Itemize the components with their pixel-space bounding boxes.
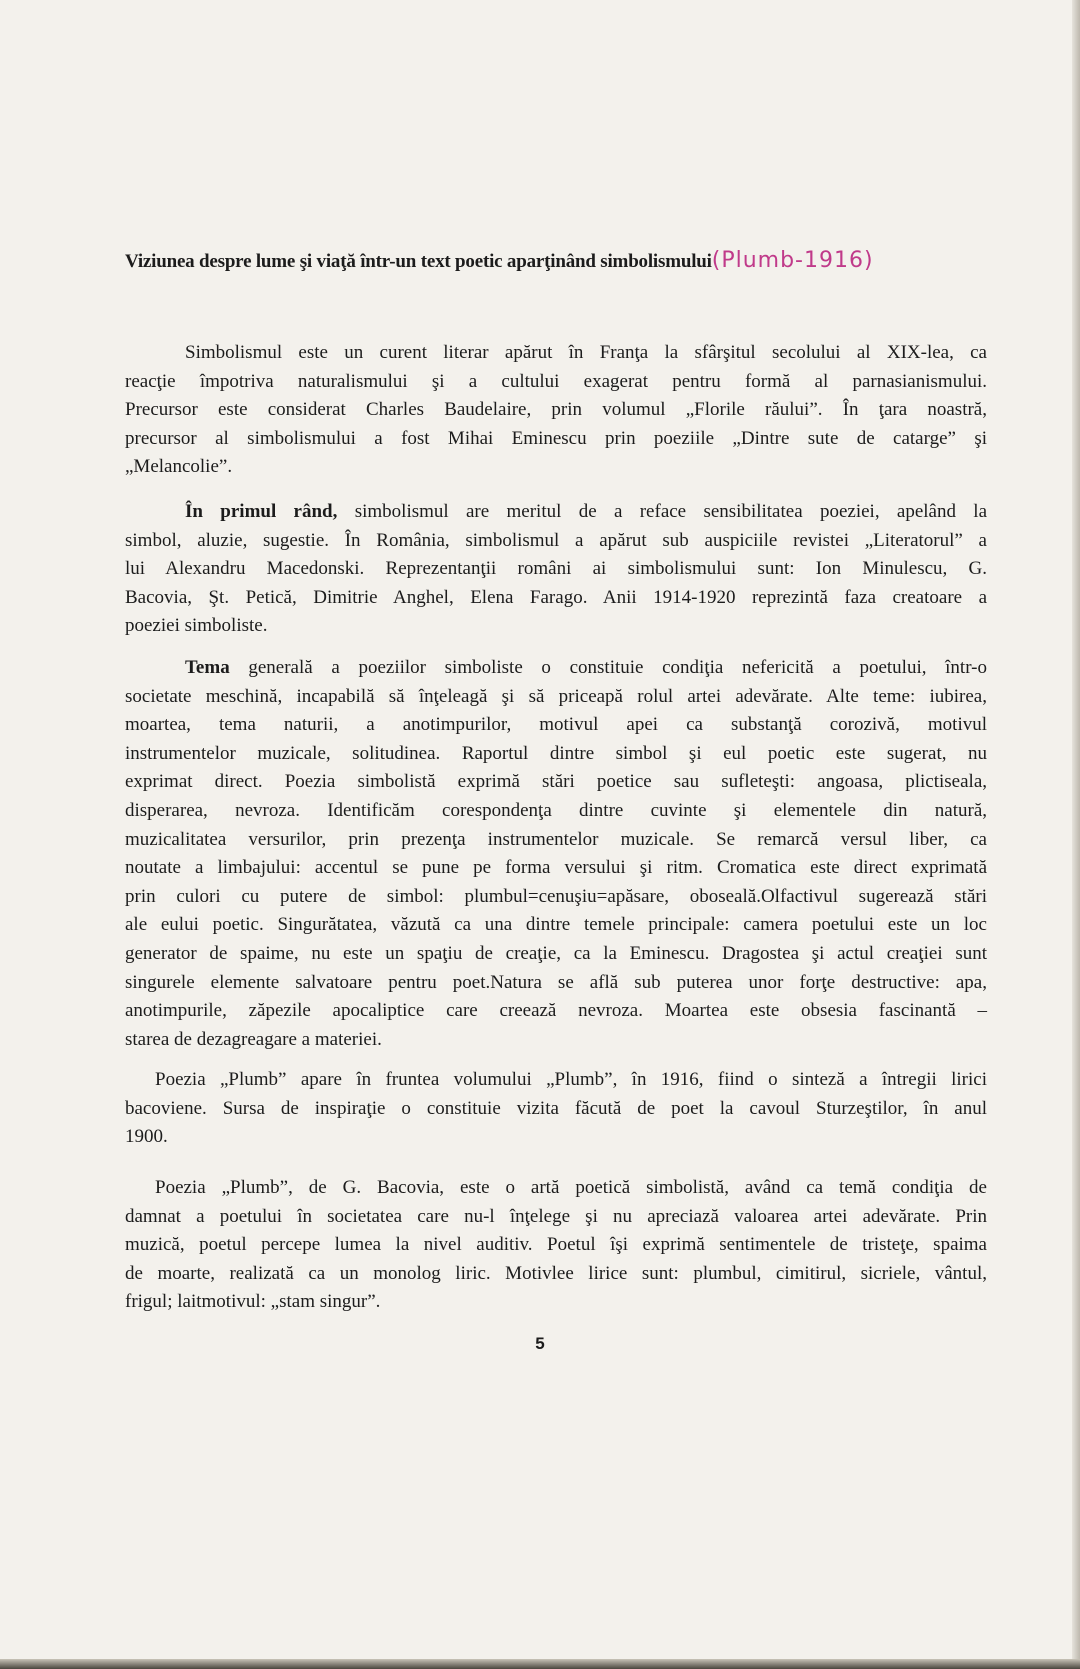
text-line — [125, 498, 987, 527]
text-line: simbol, aluzie, sugestie. În România, simbolismul a apărut sub auspiciile revistei „Literatorul” a — [125, 529, 987, 551]
text-line: reacţie împotriva naturalismului şi a cultului exagerat pentru formă al parnasianismului. — [125, 370, 987, 392]
bold-lead: Tema — [185, 657, 230, 678]
text-line: de moarte, realizată ca un monolog liric. Motivlee lirice sunt: plumbul, cimitirul, sicriele, vântul, — [125, 1262, 987, 1284]
text-line: moartea, tema naturii, a anotimpurilor, motivul apei ca substanţă corozivă, motivul — [125, 714, 987, 736]
text-line: lui Alexandru Macedonski. Reprezentanţii români ai simbolismului sunt: Ion Minulescu, G. — [125, 558, 987, 580]
paragraph-plumb-analysis — [125, 1174, 987, 1317]
paragraph-plumb-origin — [125, 1066, 987, 1152]
text-line: Poezia „Plumb” apare în fruntea volumului „Plumb”, în 1916, fiind o sinteză a întregii lirici — [155, 1069, 987, 1090]
text-line: Poezia „Plumb”, de G. Bacovia, este o artă poetică simbolistă, având ca temă condiţia de — [155, 1177, 987, 1198]
text-line: poeziei simboliste. — [125, 615, 268, 637]
text-line: noutate a limbajului: accentul se pune pe forma versului şi ritm. Cromatica este direct exprimată — [125, 857, 987, 879]
text-line: exprimat direct. Poezia simbolistă exprimă stări poetice sau sufleteşti: angoasa, plictiseala, — [125, 771, 987, 793]
text-line: instrumentelor muzicale, solitudinea. Raportul dintre simbol şi eul poetic este sugerat, nu — [125, 742, 987, 764]
page-edge-shadow — [1072, 0, 1080, 1669]
text-line — [125, 654, 987, 683]
text-line: disperarea, nevroza. Identificăm corespondenţa dintre cuvinte şi elementele din natură, — [125, 799, 987, 821]
text-line: 1900. — [125, 1126, 168, 1148]
text-line: muzică, poetul percepe lumea la nivel auditiv. Poetul îşi exprimă sentimentele de tristeţe, spaima — [125, 1234, 987, 1256]
text-line: muzicalitatea versurilor, prin prezenţa instrumentelor muzicale. Se remarcă versul liber, ca — [125, 828, 987, 850]
document-title — [125, 248, 874, 273]
paragraph-intro — [125, 339, 987, 482]
text-line: Simbolismul este un curent literar apărut în Franţa la sfârşitul secolului al XIX-lea, ca — [185, 342, 987, 363]
text-line: prin culori cu putere de simbol: plumbul=cenuşiu=apăsare, oboseală.Olfactivul sugerează stări — [125, 885, 987, 907]
text-line: precursor al simbolismului a fost Mihai Eminescu prin poeziile „Dintre sute de catarge” şi — [125, 427, 987, 449]
handwritten-note: (Plumb-1916) — [711, 248, 874, 273]
page-bottom-edge — [0, 1659, 1080, 1669]
paragraph-theme — [125, 654, 987, 1054]
paragraph-first — [125, 498, 987, 641]
page-number: 5 — [535, 1334, 545, 1353]
text-line: starea de dezagreagare a materiei. — [125, 1028, 382, 1050]
line-rest: generală a poeziilor simboliste o constituie condiţia nefericită a poetului, într-o — [229, 657, 987, 678]
text-line: Bacovia, Şt. Petică, Dimitrie Anghel, Elena Farago. Anii 1914-1920 reprezintă faza creatoare a — [125, 586, 987, 608]
line-rest: simbolismul are meritul de a reface sensibilitatea poeziei, apelând la — [337, 501, 988, 522]
text-line: singurele elemente salvatoare pentru poet.Natura se află sub puterea unor forţe destructive: apa, — [125, 971, 987, 993]
text-line: bacoviene. Sursa de inspiraţie o constituie vizita făcută de poet la cavoul Sturzeştilor, în anul — [125, 1097, 987, 1119]
text-line: damnat a poetului în societatea care nu-l înţelege şi nu apreciază valoarea artei adevărate. Prin — [125, 1205, 987, 1227]
text-line: generator de spaime, nu este un spaţiu de creaţie, ca la Eminescu. Dragostea şi actul creaţiei sunt — [125, 942, 987, 964]
bold-lead: În primul rând, — [185, 501, 338, 522]
text-line: frigul; laitmotivul: „stam singur”. — [125, 1291, 381, 1313]
text-line: anotimpurile, zăpezile apocaliptice care creează nevroza. Moartea este obsesia fascinantă – — [125, 1000, 987, 1022]
text-line: societate meschină, incapabilă să înţeleagă şi să priceapă rolul artei adevărate. Alte teme: iubirea, — [125, 685, 987, 707]
text-line: „Melancolie”. — [125, 456, 233, 478]
text-line: ale eului poetic. Singurătatea, văzută ca una dintre temele principale: camera poetului este un loc — [125, 914, 987, 936]
text-line: Precursor este considerat Charles Baudelaire, prin volumul „Florile răului”. În ţara noastră, — [125, 399, 987, 421]
title-text: Viziunea despre lume şi viaţă într-un text poetic aparţinând simbolismului — [125, 251, 712, 272]
